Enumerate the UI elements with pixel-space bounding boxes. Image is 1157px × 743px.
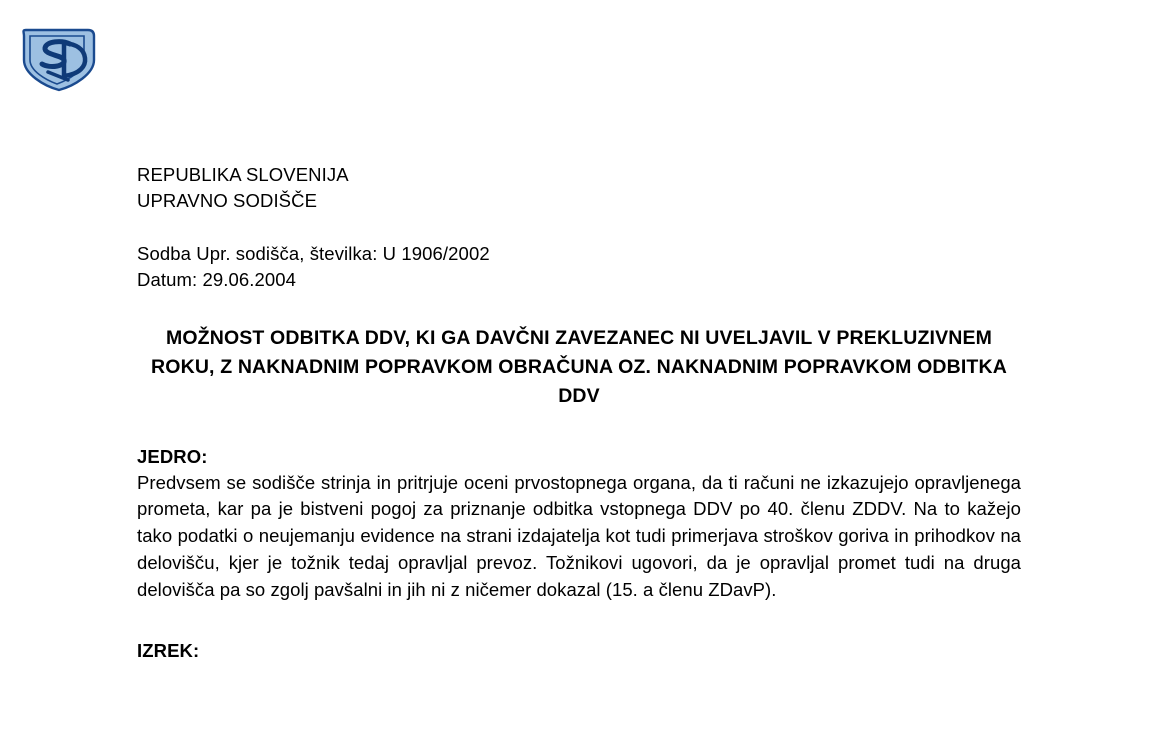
document-body <box>137 162 1021 662</box>
authority-country: REPUBLIKA SLOVENIJA <box>137 164 349 185</box>
document-meta <box>137 241 1021 294</box>
page-title: MOŽNOST ODBITKA DDV, KI GA DAVČNI ZAVEZANEC NI UVELJAVIL V PREKLUZIVNEM ROKU, Z NAKNADNIM POPRAVKOM OBRAČUNA OZ. NAKNADNIM POPRAVKOM ODBITKA DDV <box>151 326 1007 408</box>
authority-court: UPRAVNO SODIŠČE <box>137 190 318 212</box>
issuing-authority <box>137 162 1021 215</box>
section-jedro-body: Predvsem se sodišče strinja in pritrjuje oceni prvostopnega organa, da ti računi ne izkazujejo opravljenega prometa, kar pa je bistveni pogoj za priznanje odbitka vstopnega DDV po 40. členu ZDDV. Na to kažejo tako podatki o neujemanju evidence na strani izdajatelja kot tudi primerjava stroškov goriva in prihodkov na delovišču, kjer je tožnik tedaj opravljal prevoz. Tožnikovi ugovori, da je opravljal promet tudi na druga delovišča pa so zgolj pavšalni in jih ni z ničemer dokazal (15. a členu ZDavP). <box>137 471 1021 600</box>
section-jedro <box>137 446 1021 604</box>
section-izrek-heading: IZREK: <box>137 639 200 661</box>
section-jedro-heading: JEDRO: <box>137 445 208 467</box>
shield-sd-logo-icon <box>18 24 104 96</box>
sd-logo <box>18 24 104 96</box>
document-date: Datum: 29.06.2004 <box>137 269 297 291</box>
case-number: Sodba Upr. sodišča, številka: U 1906/2002 <box>137 242 490 264</box>
